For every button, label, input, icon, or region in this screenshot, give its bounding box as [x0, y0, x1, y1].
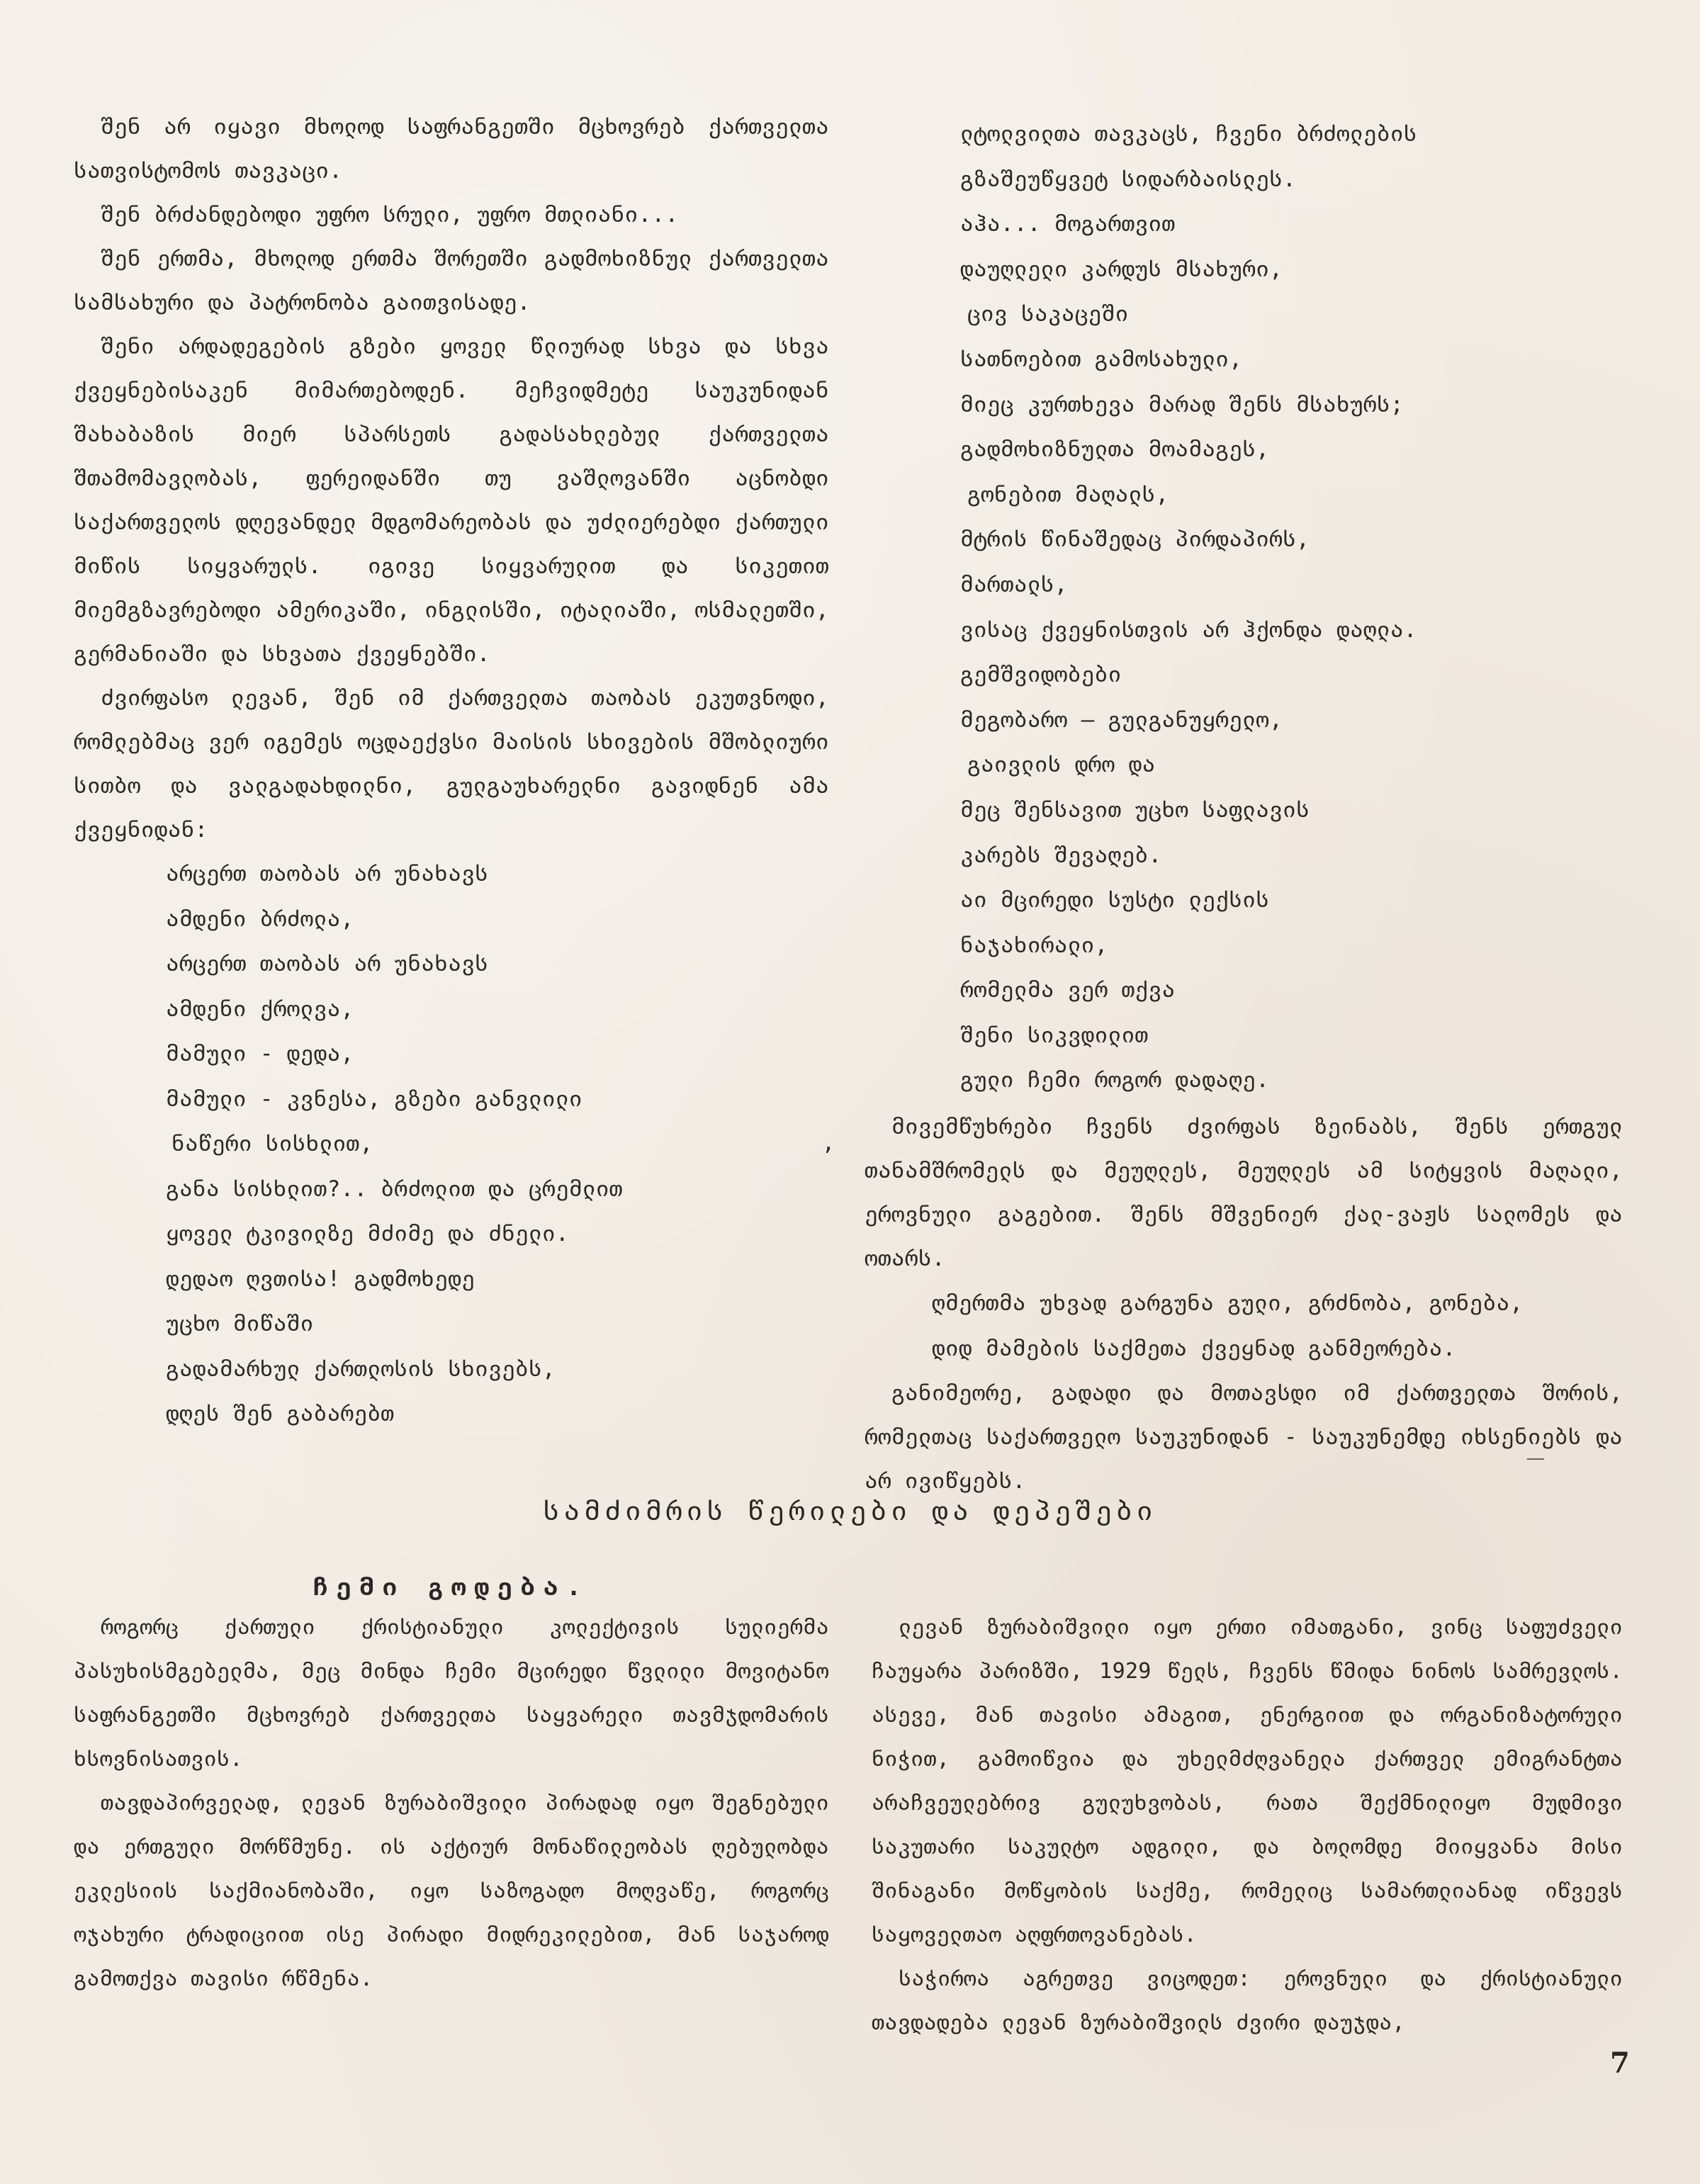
paragraph: მივემწუხრები ჩვენს ძვირფას ზეინაბს, შენს ერთგულ თანამშრომელს და მეუღლეს, მეუღლეს ამ სიტყვის მაღალი, ეროვნული გაგებით. შენს მშვენიერ ქალ-ვაჟს სალომეს და ოთარს. — [865, 1114, 1623, 1272]
poem-line: განა სისხლით?.. ბრძოლით და ცრემლით — [166, 1176, 623, 1202]
poem-line: აჰა... მოგართვით — [960, 211, 1176, 237]
paragraph: შენ ერთმა, მხოლოდ ერთმა შორეთში გადმოხიზნულ ქართველთა სამსახური და პატრონობა გაითვისადე. — [74, 246, 829, 315]
bottom-left-column — [74, 1606, 829, 2001]
paragraph: საჭიროა აგრეთვე ვიცოდეთ: ეროვნული და ქრისტიანული თავდადება ლევან ზურაბიშვილს ძვირი დაუჯდა, — [872, 1966, 1623, 2035]
paragraph: თავდაპირველად, ლევან ზურაბიშვილი პირადად იყო შეგნებული და ერთგული მორწმუნე. ის აქტიურ მონაწილეობას ღებულობდა ეკლესიის საქმიანობაში, იყო საზოგადო მოღვაწე, როგორც ოჯახური ტრადიციით ისე პირადი მიდრეკილებით, მან საჯაროდ გამოთქვა თავისი რწმენა. — [74, 1791, 829, 1991]
poem-line: არცერთ თაობას არ უნახავს — [166, 951, 489, 976]
top-right-column — [865, 112, 1623, 1503]
poem-line: მეგობარო — გულგანუყრელო, — [960, 707, 1283, 733]
poem-line: გადამარხულ ქართლოსის სხივებს, — [166, 1356, 556, 1382]
poem-stanza — [865, 112, 1623, 1103]
poem-line: ვისაც ქვეყნისთვის არ ჰქონდა დაღლა. — [960, 617, 1417, 643]
top-left-column — [74, 105, 829, 1437]
poem-line: დღეს შენ გაბარებთ — [166, 1401, 395, 1426]
poem-line: ნაწერი სისხლით, — [171, 1131, 373, 1156]
blessing-couplet — [865, 1280, 1623, 1371]
poem-line: შენი სიკვდილით — [960, 1022, 1149, 1048]
blessing-line: დიდ მამების საქმეთა ქვეყნად განმეორება. — [932, 1336, 1456, 1362]
paragraph: შენ არ იყავი მხოლოდ საფრანგეთში მცხოვრებ ქართველთა სათვისტომოს თავკაცი. — [74, 114, 829, 184]
poem-line: მიეც კურთხევა მარად შენს მსახურს; — [960, 391, 1404, 417]
divider — [1527, 1458, 1544, 1460]
poem-line: ამდენი ქროლვა, — [166, 996, 354, 1022]
poem-line: მამული - კვნესა, გზები განვლილი — [166, 1086, 582, 1112]
poem-line: მამული - დედა, — [166, 1041, 354, 1066]
section-title: სამძიმრის წერილები და დეპეშები — [543, 1495, 1157, 1526]
poem-line: დედაო ღვთისა! გადმოხედე — [166, 1266, 475, 1292]
poem-line: უცხო მიწაში — [166, 1311, 314, 1336]
paragraph: ძვირფასო ლევან, შენ იმ ქართველთა თაობას ეკუთვნოდი, რომლებმაც ვერ იგემეს ოცდაექვსი მაისის სხივების მშობლიური სითბო და ვალგადახდილნი, გულგაუხარელნი გავიდნენ ამა ქვეყნიდან: — [74, 685, 829, 843]
article-title: ჩემი გოდება. — [313, 1573, 590, 1602]
paragraph: განიმეორე, გადადი და მოთავსდი იმ ქართველთა შორის, რომელთაც საქართველო საუკუნიდან - საუკუნემდე იხსენიებს და არ ივიწყებს. — [865, 1380, 1623, 1495]
page-number: 7 — [1610, 2047, 1630, 2080]
poem-line: მეც შენსავით უცხო საფლავის — [960, 797, 1310, 823]
poem-line: ლტოლვილთა თავკაცს, ჩვენი ბრძოლების — [960, 121, 1417, 147]
poem-line: აი მცირედი სუსტი ლექსის — [960, 887, 1270, 913]
poem-line: ცივ საკაცეში — [967, 301, 1129, 327]
poem-line: გემშვიდობები — [960, 662, 1122, 688]
poem-stanza — [74, 852, 829, 1437]
poem-line: რომელმა ვერ თქვა — [960, 977, 1176, 1003]
stray-mark: , — [822, 1131, 835, 1156]
poem-line: გული ჩემი როგორ დადაღე. — [960, 1067, 1270, 1093]
poem-line: მართალს, — [960, 571, 1068, 597]
poem-line: გზაშეუწყვეტ სიდარბაისლეს. — [960, 166, 1297, 192]
poem-line: კარებს შევაღებ. — [960, 842, 1162, 868]
poem-line: ყოველ ტკივილზე მძიმე და ძნელი. — [166, 1221, 569, 1246]
paragraph: როგორც ქართული ქრისტიანული კოლექტივის სულიერმა პასუხისმგებელმა, მეც მინდა ჩემი მცირედი წვლილი მოვიტანო საფრანგეთში მცხოვრებ ქართველთა საყვარელი თავმჯდომარის ხსოვნისათვის. — [74, 1615, 829, 1772]
paragraph: ლევან ზურაბიშვილი იყო ერთი იმათგანი, ვინც საფუძველი ჩაუყარა პარიზში, 1929 წელს, ჩვენს წმიდა ნინოს სამრევლოს. ასევე, მან თავისი ამაგით, ენერგიით და ორგანიზატორული ნიჭით, გამოიწვია და უხელმძღვანელა ქართველ ემიგრანტთა არაჩვეულებრივ გულუხვობას, რათა შექმნილიყო მუდმივი საკუთარი საკულტო ადგილი, და ბოლომდე მიიყვანა მისი შინაგანი მოწყობის საქმე, რომელიც სამართლიანად იწვევს საყოველთაო აღფრთოვანებას. — [872, 1615, 1623, 1947]
poem-line: არცერთ თაობას არ უნახავს — [166, 861, 489, 886]
poem-line: გონებით მაღალს, — [967, 481, 1169, 507]
poem-line: სათნოებით გამოსახული, — [960, 346, 1243, 372]
paragraph: შენი არდადეგების გზები ყოველ წლიურად სხვა და სხვა ქვეყნებისაკენ მიმართებოდენ. მეჩვიდმეტე საუკუნიდან შახაბაზის მიერ სპარსეთს გადასახლებულ ქართველთა შთამომავლობას, ფერეიდანში თუ ვაშლოვანში აცნობდი საქართველოს დღევანდელ მდგომარეობას და უძლიერებდი ქართული მიწის სიყვარულს. იგივე სიყვარულით და სიკეთით მიემგზავრებოდი ამერიკაში, ინგლისში, იტალიაში, ოსმალეთში, გერმანიაში და სხვათა ქვეყნებში. — [74, 334, 829, 667]
paragraph: შენ ბრძანდებოდი უფრო სრული, უფრო მთლიანი... — [101, 202, 679, 227]
blessing-line: ღმერთმა უხვად გარგუნა გული, გრძნობა, გონება, — [932, 1290, 1524, 1317]
bottom-right-column — [872, 1606, 1623, 2045]
poem-line: ნაჯახირალი, — [960, 932, 1108, 958]
poem-line: მტრის წინაშედაც პირდაპირს, — [960, 527, 1310, 553]
poem-line: დაუღლელი კარდუს მსახური, — [960, 256, 1283, 282]
poem-line: გადმოხიზნულთა მოამაგეს, — [960, 437, 1270, 463]
poem-line: ამდენი ბრძოლა, — [166, 906, 354, 932]
poem-line: გაივლის დრო და — [967, 752, 1156, 778]
